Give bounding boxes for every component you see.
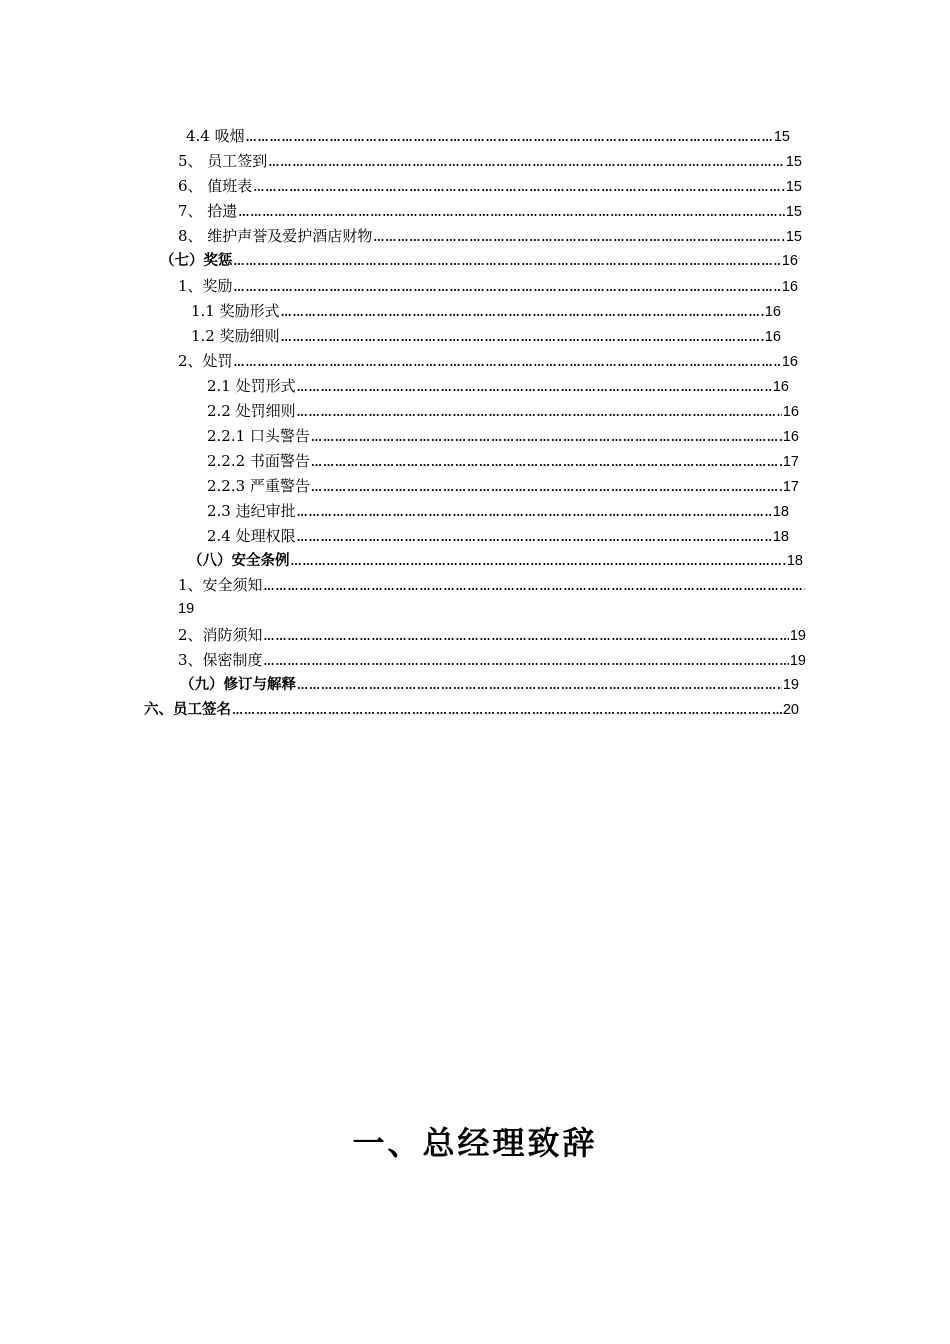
dot-leader <box>253 177 785 199</box>
toc-entry-penalty-forms[interactable] <box>207 375 789 397</box>
toc-entry-title: （八）安全条例 <box>188 553 290 569</box>
toc-entry-title: 1、安全须知 <box>178 576 263 594</box>
toc-page-number: 16 <box>781 253 798 269</box>
toc-entry-penalty-rules[interactable] <box>207 400 799 422</box>
dot-leader <box>297 502 772 524</box>
toc-entry-title: 2.4 处理权限 <box>207 527 296 545</box>
toc-entry-title: 1、奖励 <box>178 277 233 295</box>
dot-leader <box>291 551 786 573</box>
dot-leader <box>297 377 772 399</box>
toc-page-number: 19 <box>789 653 806 669</box>
dot-leader <box>373 227 785 249</box>
toc-page-number: 17 <box>782 479 799 495</box>
toc-entry-confidentiality[interactable] <box>178 649 806 671</box>
toc-entry-duty-roster[interactable] <box>178 175 802 197</box>
dot-leader <box>234 251 781 273</box>
dot-leader <box>268 152 785 174</box>
dot-leader <box>311 452 782 474</box>
toc-entry-title: 2.2.2 书面警告 <box>207 452 310 470</box>
toc-entry-reward-forms[interactable] <box>191 300 781 322</box>
dot-leader <box>297 675 782 697</box>
toc-entry-title: 2、处罚 <box>178 352 233 370</box>
toc-entry-lost-found[interactable] <box>178 200 802 222</box>
toc-entry-title: 六、员工签名 <box>144 702 231 718</box>
toc-entry-safety-regulations[interactable] <box>188 550 803 572</box>
toc-entry-title: （七）奖惩 <box>160 253 233 269</box>
toc-entry-fire-notice[interactable] <box>178 624 806 646</box>
toc-entry-revision-interpretation[interactable] <box>180 674 799 696</box>
toc-entry-smoking[interactable] <box>186 125 790 147</box>
toc-entry-violation-approval[interactable] <box>207 500 789 522</box>
dot-leader <box>234 277 781 299</box>
toc-page-number: 19 <box>782 677 799 693</box>
toc-entry-written-warning[interactable] <box>207 450 799 472</box>
toc-page-number: 16 <box>781 279 798 295</box>
toc-entry-title: 1.2 奖励细则 <box>191 327 280 345</box>
toc-entry-handling-authority[interactable] <box>207 525 789 547</box>
dot-leader <box>232 700 782 722</box>
toc-entry-title: 1.1 奖励形式 <box>191 302 280 320</box>
toc-entry-title: 7、 拾遗 <box>178 202 238 220</box>
toc-page-number: 15 <box>785 229 802 245</box>
toc-entry-title: 8、 维护声誉及爱护酒店财物 <box>178 227 373 245</box>
toc-entry-reputation-property[interactable] <box>178 225 802 247</box>
toc-entry-reward-rules[interactable] <box>191 325 781 347</box>
toc-page-number: 18 <box>772 504 789 520</box>
dot-leader <box>264 651 789 673</box>
toc-page-number: 15 <box>785 204 802 220</box>
toc-entry-title: 3、保密制度 <box>178 651 263 669</box>
toc-entry-title: （九）修订与解释 <box>180 677 296 693</box>
toc-page-number: 16 <box>782 404 799 420</box>
toc-entry-title: 2.3 违纪审批 <box>207 502 296 520</box>
toc-entry-staff-signature[interactable] <box>144 699 799 721</box>
dot-leader <box>297 527 772 549</box>
toc-entry-staff-sign-in[interactable] <box>178 150 802 172</box>
toc-page-number: 16 <box>764 329 781 345</box>
toc-page-number: 16 <box>781 354 798 370</box>
toc-entry-title: 2.2.1 口头警告 <box>207 427 310 445</box>
toc-entry-rewards[interactable] <box>178 275 798 297</box>
toc-page-number: 18 <box>772 529 789 545</box>
toc-page-number: 16 <box>772 379 789 395</box>
section-heading: 一、总经理致辞 <box>352 1124 598 1162</box>
toc-entry-safety-notice[interactable] <box>178 574 806 596</box>
dot-leader <box>234 352 781 374</box>
toc-entry-rewards-penalties[interactable] <box>160 250 798 272</box>
toc-entry-title: 4.4 吸烟 <box>186 127 245 145</box>
toc-page-number: 15 <box>785 154 802 170</box>
dot-leader <box>264 626 789 648</box>
dot-leader <box>281 302 764 324</box>
toc-entry-serious-warning[interactable] <box>207 475 799 497</box>
toc-entry-verbal-warning[interactable] <box>207 425 799 447</box>
toc-entry-title: 2.2 处罚细则 <box>207 402 296 420</box>
toc-page-number: 17 <box>782 454 799 470</box>
dot-leader <box>264 576 805 598</box>
toc-page-number: 19 <box>789 628 806 644</box>
toc-page-number: 16 <box>782 429 799 445</box>
toc-page-number: 19 <box>178 601 195 617</box>
toc-entry-title: 2.1 处罚形式 <box>207 377 296 395</box>
dot-leader <box>238 202 785 224</box>
toc-entry-title: 2.2.3 严重警告 <box>207 477 310 495</box>
toc-page-number: 15 <box>773 129 790 145</box>
toc-entry-title: 5、 员工签到 <box>178 152 268 170</box>
dot-leader <box>311 477 782 499</box>
dot-leader <box>297 402 782 424</box>
toc-page-number: 16 <box>764 304 781 320</box>
dot-leader <box>246 127 773 149</box>
toc-entry-title: 6、 值班表 <box>178 177 253 195</box>
toc-page-number: 20 <box>782 702 799 718</box>
dot-leader <box>281 327 764 349</box>
toc-page-number: 18 <box>786 553 803 569</box>
toc-page-number: 15 <box>785 179 802 195</box>
toc-entry-title: 2、消防须知 <box>178 626 263 644</box>
toc-entry-penalties[interactable] <box>178 350 798 372</box>
dot-leader <box>311 427 782 449</box>
